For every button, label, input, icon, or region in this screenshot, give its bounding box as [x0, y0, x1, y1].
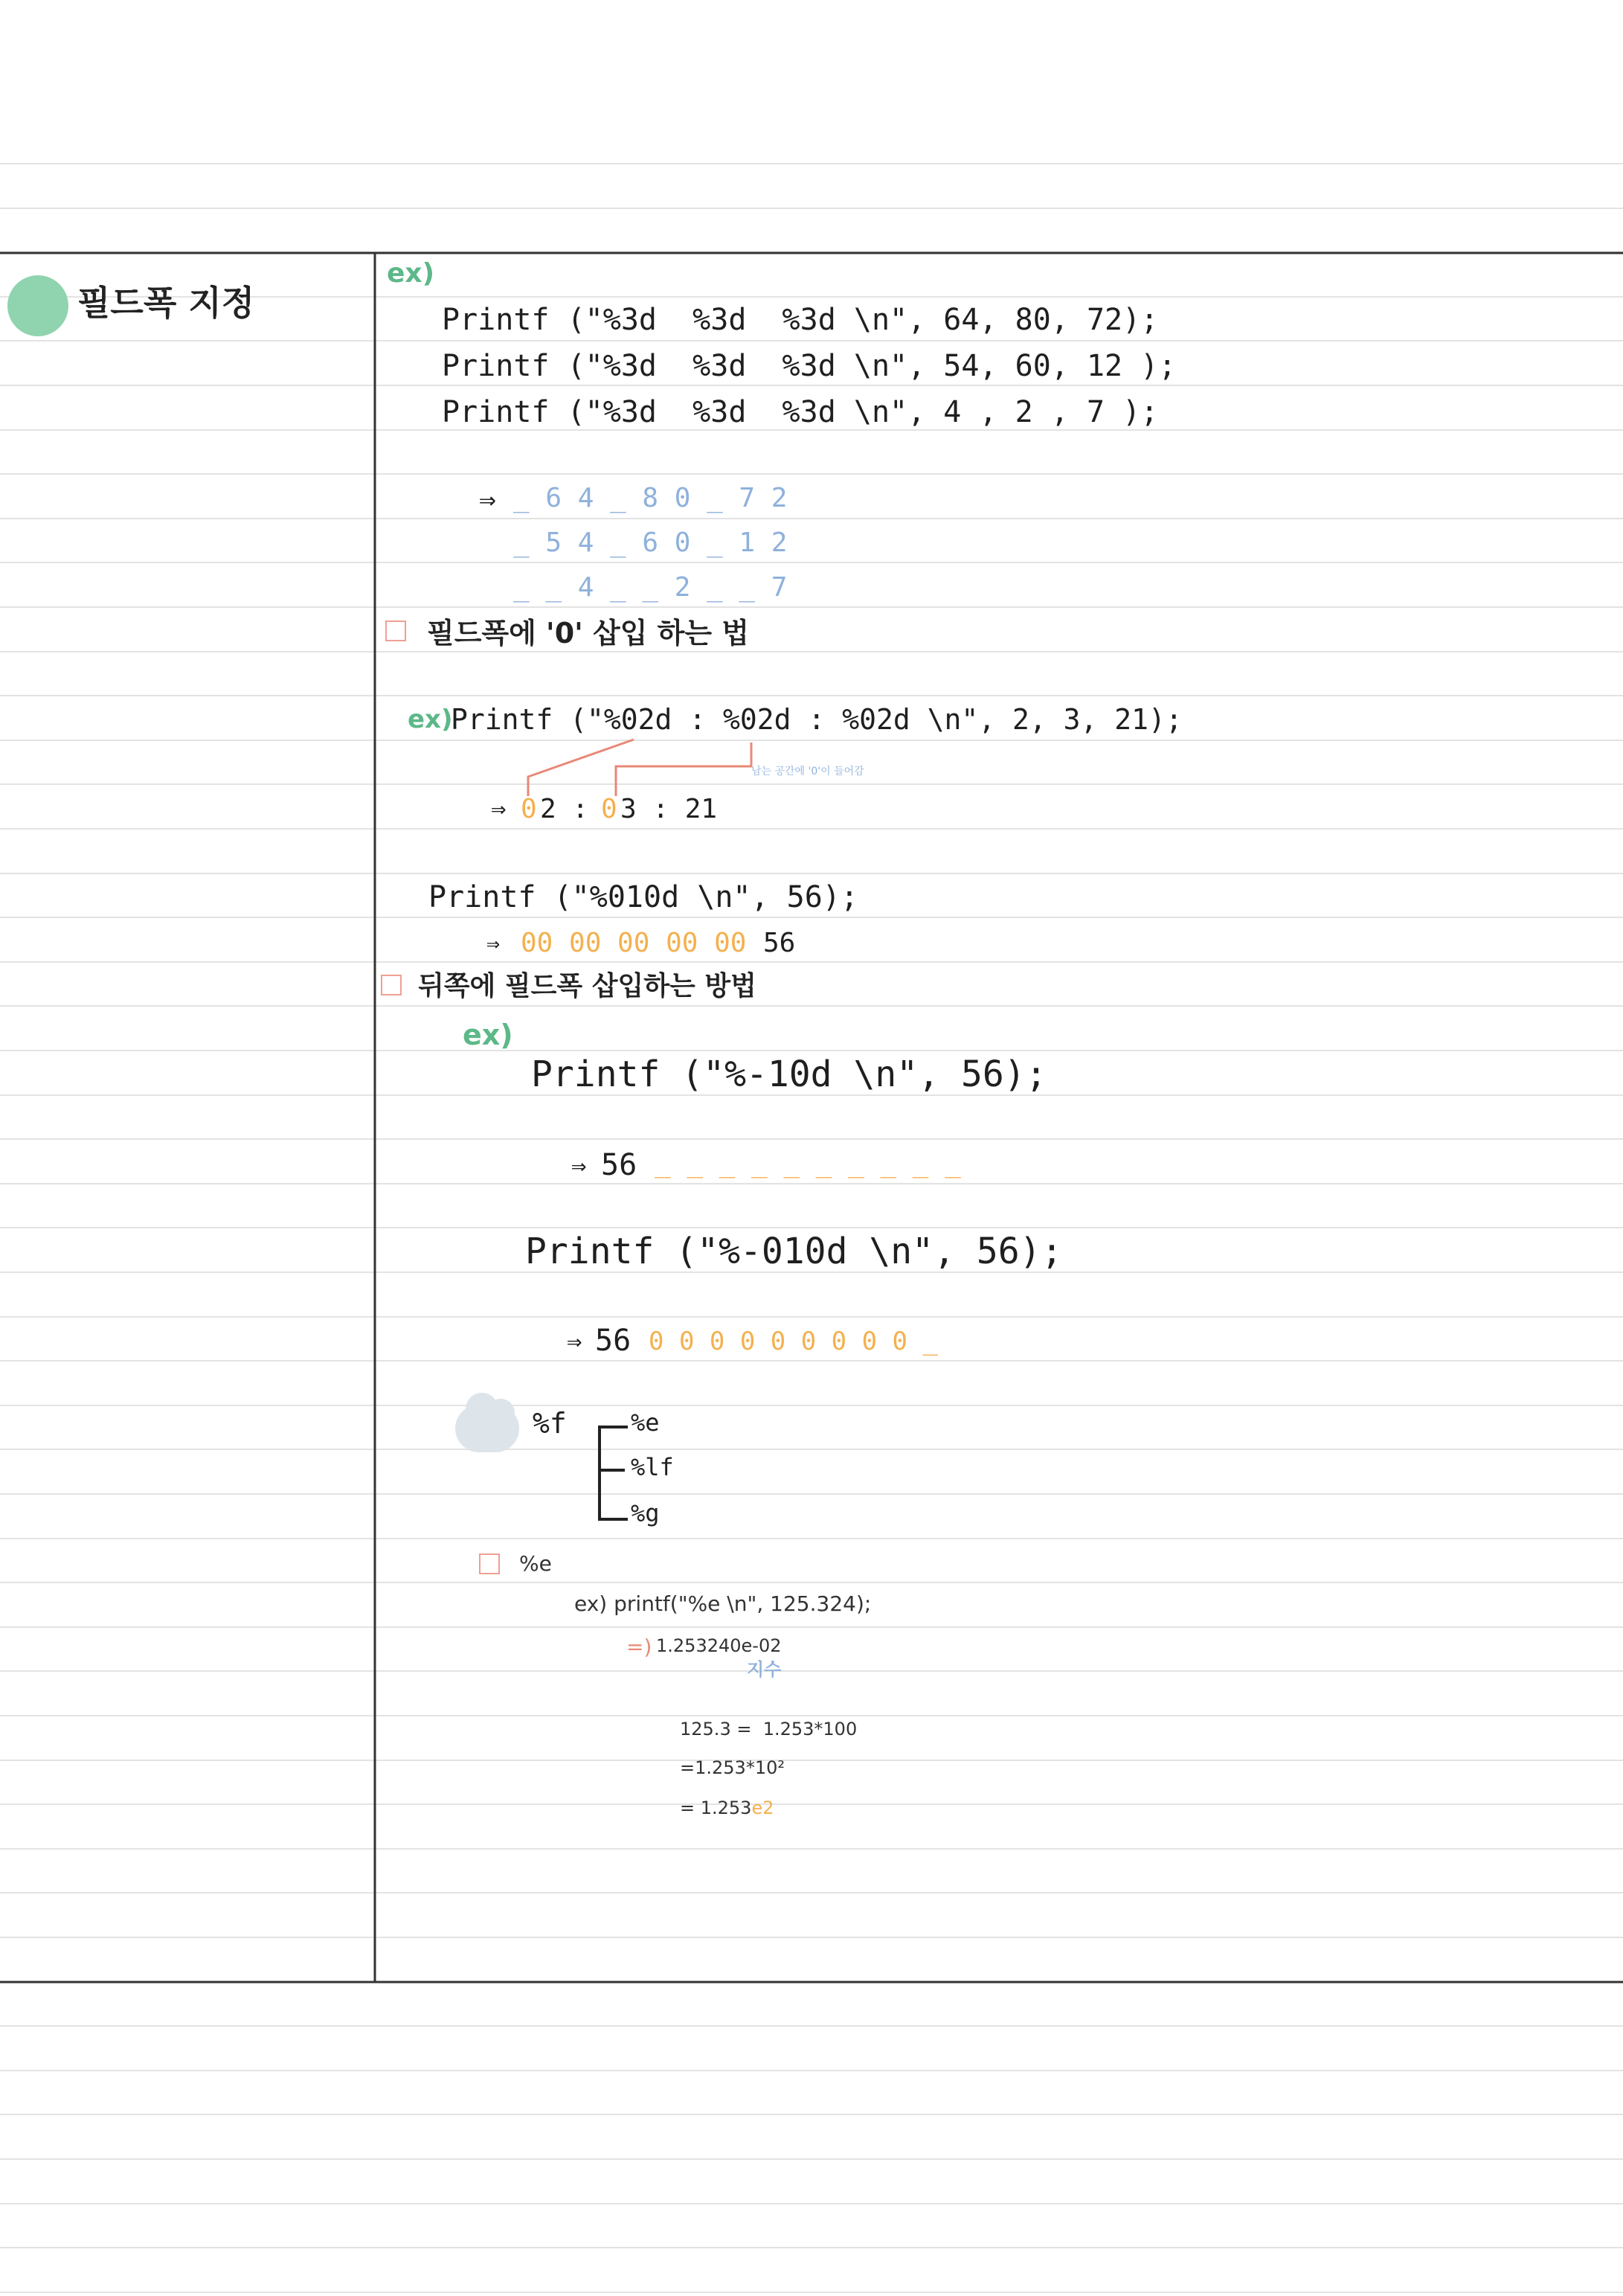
format-branch: %g: [631, 1499, 660, 1527]
result-fill: 0 0 0 0 0 0 0 0 0 _: [649, 1327, 938, 1356]
result-arrow: ⇒: [479, 483, 496, 516]
result-arrow: ⇒: [571, 1151, 587, 1181]
code-left-align: Printf ("%-10d \n", 56);: [531, 1054, 1047, 1095]
example-label: ex): [463, 1019, 513, 1051]
example-label: ex): [408, 705, 453, 734]
exponent-annotation: 지수: [747, 1659, 782, 1680]
result-text: 2 :: [540, 794, 589, 824]
page-title: 필드폭 지정: [77, 283, 255, 323]
result-value: 1.253240e-02: [656, 1635, 782, 1656]
calc-line: 125.3 = 1.253*100: [680, 1719, 858, 1739]
code-e-example: ex) printf("%e \n", 125.324);: [574, 1591, 872, 1616]
result-value: 56: [595, 1324, 631, 1358]
section-heading: %e: [519, 1551, 552, 1576]
result-arrow: =): [626, 1635, 652, 1659]
code-zero-pad: Printf ("%02d : %02d : %02d \n", 2, 3, 21);: [451, 703, 1183, 736]
code-line-3: Printf ("%3d %3d %3d \n", 4 , 2 , 7 );: [442, 395, 1159, 429]
code-zero-pad-10: Printf ("%010d \n", 56);: [428, 880, 858, 914]
section-heading: 필드폭에 '0' 삽입 하는 법: [427, 617, 749, 650]
format-branch: %lf: [631, 1453, 674, 1481]
result-line-1: _ 6 4 _ 8 0 _ 7 2: [513, 483, 788, 513]
result-value: 56: [763, 928, 796, 958]
result-arrow: ⇒: [567, 1327, 582, 1356]
result-zeros: 00 00 00 00 00: [521, 928, 747, 958]
bracket-branch: [598, 1469, 625, 1472]
format-branch: %e: [631, 1408, 660, 1437]
result-line-2: _ 5 4 _ 6 0 _ 1 2: [513, 527, 788, 558]
result-arrow: ⇒: [491, 794, 507, 824]
result-zero: 0: [601, 794, 617, 824]
annotation-connector: [0, 0, 1623, 893]
calc-line: =1.253*10²: [680, 1757, 785, 1778]
result-line-3: _ _ 4 _ _ 2 _ _ 7: [513, 572, 788, 603]
checkbox[interactable]: [381, 975, 402, 995]
annotation-note: 남는 공간에 '0'이 들어감: [751, 766, 864, 777]
result-text: 3 : 21: [620, 794, 718, 824]
calc-exponent: e2: [751, 1798, 774, 1818]
calc-text: = 1.253: [680, 1798, 752, 1818]
result-zero: 0: [521, 794, 537, 824]
code-left-align-zero: Printf ("%-010d \n", 56);: [525, 1231, 1063, 1272]
code-line-1: Printf ("%3d %3d %3d \n", 64, 80, 72);: [442, 303, 1159, 337]
bracket-icon: [598, 1426, 628, 1521]
code-line-2: Printf ("%3d %3d %3d \n", 54, 60, 12 );: [442, 349, 1177, 383]
section-heading: 뒤쪽에 필드폭 삽입하는 방법: [418, 971, 756, 1001]
result-arrow: ⇒: [486, 931, 501, 957]
calc-line: [680, 1799, 774, 1817]
checkbox[interactable]: [479, 1553, 500, 1574]
format-root: %f: [533, 1407, 567, 1440]
result-value: 56: [601, 1148, 637, 1182]
example-label: ex): [387, 258, 435, 289]
cloud-icon: [455, 1405, 519, 1452]
result-fill: _ _ _ _ _ _ _ _ _ _: [655, 1148, 961, 1179]
